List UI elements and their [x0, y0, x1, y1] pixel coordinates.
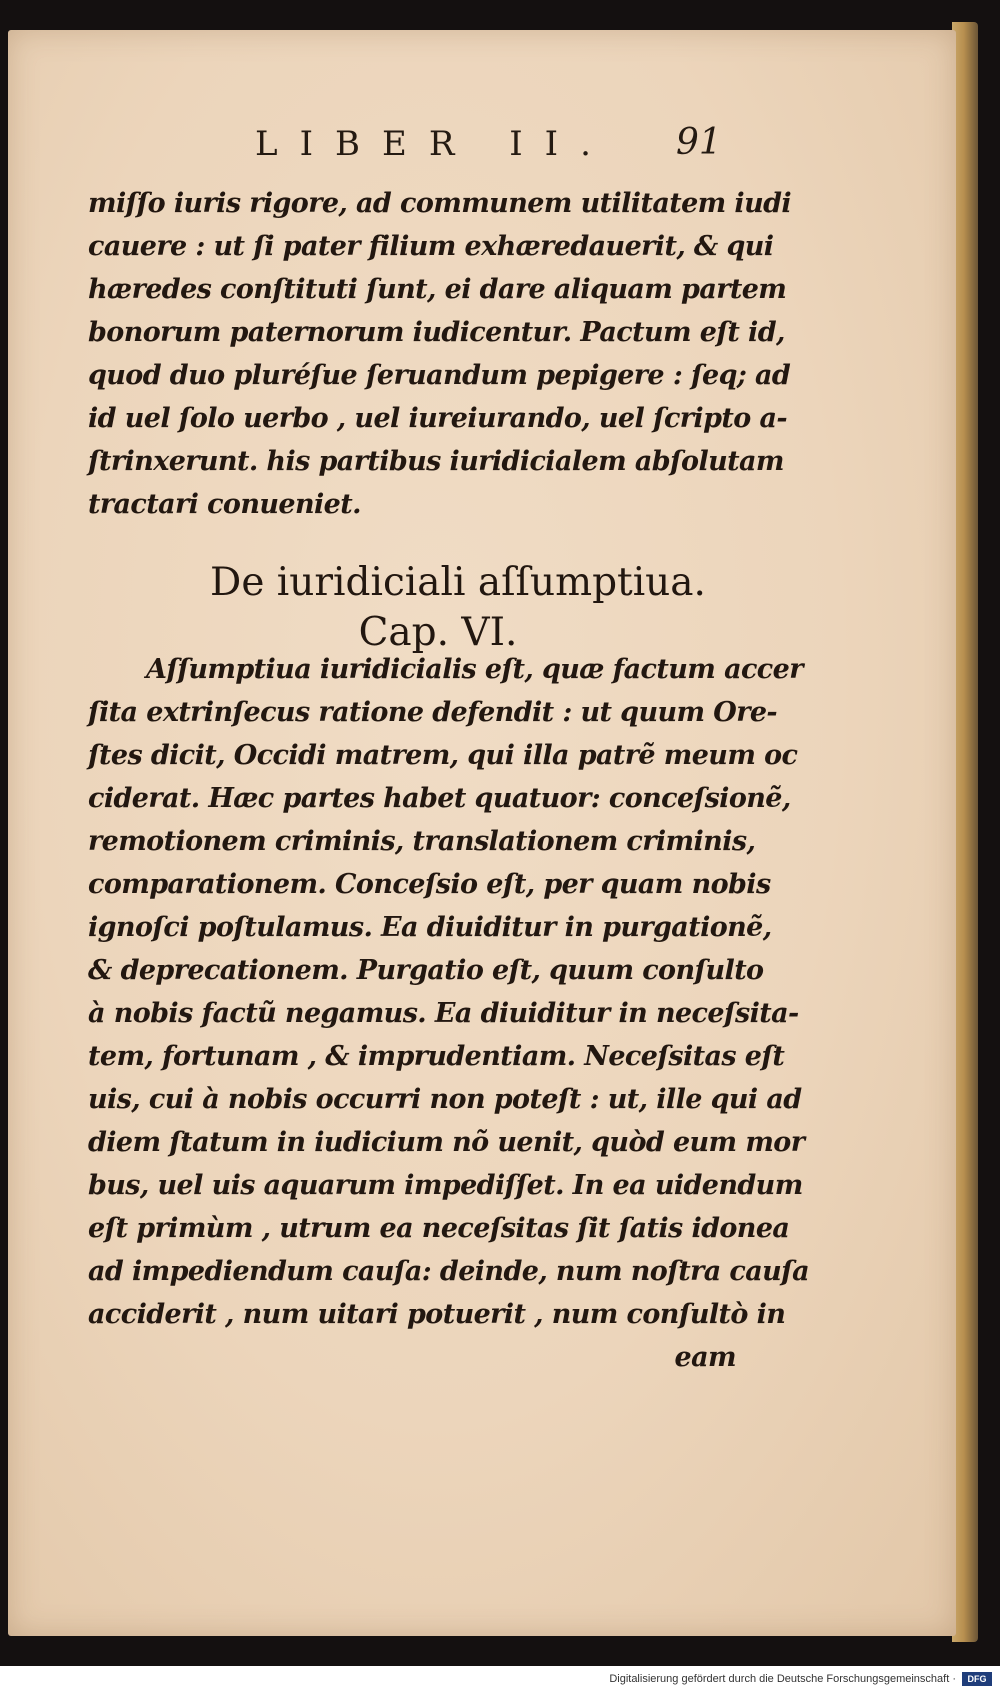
text-line: & deprecationem. Purgatio eſt, quum conſulto [88, 955, 764, 986]
page-number: 91 [676, 122, 722, 163]
text-line: tem, fortunam , & imprudentiam. Neceſsitas eſt [88, 1041, 785, 1072]
text-line: ignoſci poſtulamus. Ea diuiditur in purgationẽ, [88, 912, 772, 943]
text-line: quod duo pluréſue ſeruandum pepigere : ſeq; ad [88, 360, 791, 391]
text-line: bus, uel uis aquarum impediſſet. In ea uidendum [88, 1170, 803, 1201]
text-line: diem ſtatum in iudicium nõ uenit, quòd eum mor [88, 1127, 805, 1158]
chapter-number: Cap. VI. [358, 610, 518, 655]
text-line: ciderat. Hæc partes habet quatuor: conceſsionẽ, [88, 783, 791, 814]
text-line: miſſo iuris rigore, ad communem utilitatem iudi [88, 188, 792, 219]
catchword: eam [674, 1342, 736, 1373]
funding-credit: Digitalisierung gefördert durch die Deutsche Forschungsgemeinschaft · [609, 1673, 956, 1685]
chapter-heading: De iuridiciali aſſumptiua. [210, 560, 706, 605]
page-header [8, 118, 956, 178]
text-line: uis, cui à nobis occurri non poteſt : ut, ille qui ad [88, 1084, 802, 1115]
book-page [8, 30, 956, 1636]
paragraph-2 [88, 648, 810, 1379]
text-line: remotionem criminis, translationem criminis, [88, 826, 756, 857]
text-line: eſt primùm , utrum ea neceſsitas ſit ſatis idonea [88, 1213, 790, 1244]
text-line: ſtes dicit, Occidi matrem, qui illa patrẽ meum oc [88, 740, 798, 771]
text-line: ad impediendum cauſa: deinde, num noſtra cauſa [88, 1256, 810, 1287]
text-line: comparationem. Conceſsio eſt, per quam nobis [88, 869, 771, 900]
digitization-footer [0, 1666, 1000, 1694]
text-line: bonorum paternorum iudicentur. Pactum eſt id, [88, 317, 785, 348]
running-title: LIBER II. [255, 124, 613, 164]
text-line: acciderit , num uitari potuerit , num conſultò in [88, 1299, 786, 1330]
text-line: cauere : ut ſi pater filium exhæredauerit, & qui [88, 231, 774, 262]
text-line: ſita extrinſecus ratione defendit : ut quum Ore- [88, 697, 778, 728]
text-line: hæredes conſtituti ſunt, ei dare aliquam partem [88, 274, 787, 305]
dfg-logo: DFG [962, 1672, 992, 1686]
text-line: tractari conueniet. [88, 489, 361, 520]
paragraph-1 [88, 182, 792, 526]
text-line: ſtrinxerunt. his partibus iuridicialem abſolutam [88, 446, 784, 477]
text-line: id uel ſolo uerbo , uel iureiurando, uel ſcripto a- [88, 403, 787, 434]
text-line: à nobis factũ negamus. Ea diuiditur in neceſsita- [88, 998, 799, 1029]
text-line: Aſſumptiua iuridicialis eſt, quæ factum accer [146, 654, 803, 685]
